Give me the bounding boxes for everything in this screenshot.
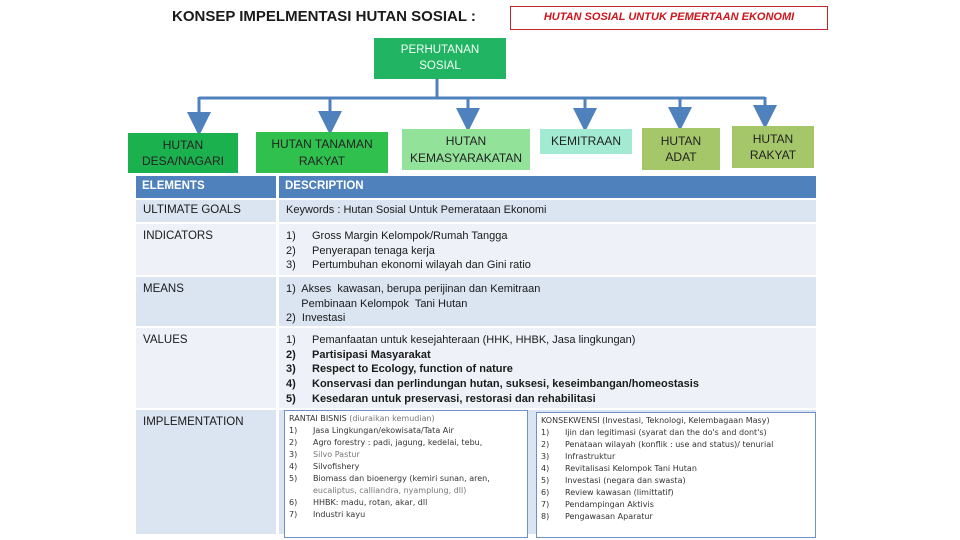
item-number: 3) bbox=[286, 363, 296, 376]
item-number: 1) bbox=[286, 230, 296, 242]
list-item bbox=[289, 449, 523, 461]
row-means bbox=[136, 277, 816, 326]
list-item bbox=[289, 437, 523, 449]
hutan-rakyat-node bbox=[732, 126, 814, 168]
subtitle: HUTAN SOSIAL UNTUK PEMERTAAN EKONOMI bbox=[543, 11, 795, 23]
list-item bbox=[286, 333, 809, 348]
item-text: HHBK: madu, rotan, akar, dll bbox=[313, 498, 428, 507]
node-label: KEMITRAAN bbox=[550, 134, 621, 149]
item-text: Gross Margin Kelompok/Rumah Tangga bbox=[312, 230, 508, 242]
list-item bbox=[289, 461, 523, 473]
item-number: 6) bbox=[289, 498, 298, 507]
item-text: Penyerapan tenaga kerja bbox=[312, 244, 435, 257]
item-text: Kesedaran untuk preservasi, restorasi dan rehabilitasi bbox=[312, 392, 596, 405]
row-text: Keywords : Hutan Sosial Untuk Pemerataan Ekonomi bbox=[279, 200, 816, 222]
item-text: Infrastruktur bbox=[565, 452, 616, 461]
list-item bbox=[541, 451, 811, 463]
means-line: 2) Investasi bbox=[286, 312, 346, 325]
node-label: HUTAN TANAMAN bbox=[271, 137, 373, 152]
item-text: Pengawasan Aparatur bbox=[565, 512, 653, 521]
item-text: Revitalisasi Kelompok Tani Hutan bbox=[565, 464, 697, 473]
item-number: 4) bbox=[286, 378, 296, 391]
list-item bbox=[289, 509, 523, 521]
item-number: 2) bbox=[286, 348, 296, 361]
row-label: MEANS bbox=[136, 277, 276, 326]
node-label: HUTAN bbox=[445, 134, 487, 149]
list-item bbox=[541, 427, 811, 439]
konsekwensi-box bbox=[536, 412, 816, 538]
item-text: Silvo Pastur bbox=[313, 450, 360, 459]
list-item bbox=[286, 244, 809, 259]
header-description: DESCRIPTION bbox=[279, 176, 816, 198]
node-label: RAKYAT bbox=[298, 153, 346, 168]
item-number: 8) bbox=[541, 512, 550, 521]
item-text: Konservasi dan perlindungan hutan, suksesi, keseimbangan/homeostasis bbox=[312, 378, 699, 391]
item-number: 6) bbox=[541, 488, 550, 497]
item-text: Pertumbuhan ekonomi wilayah dan Gini ratio bbox=[312, 259, 531, 272]
item-text: Biomass dan bioenergy (kemiri sunan, aren, bbox=[313, 474, 490, 483]
row-label: INDICATORS bbox=[136, 224, 276, 275]
row-description bbox=[279, 328, 816, 408]
item-number: 4) bbox=[541, 464, 550, 473]
item-number: 3) bbox=[289, 450, 298, 459]
item-text: Investasi (negara dan swasta) bbox=[565, 476, 686, 485]
item-number: 1) bbox=[541, 428, 550, 437]
kemitraan-node bbox=[540, 129, 632, 154]
means-line: 1) Akses kawasan, berupa perijinan dan Kemitraan bbox=[286, 283, 541, 295]
list-item bbox=[289, 473, 523, 485]
item-number: 1) bbox=[286, 334, 296, 346]
row-description bbox=[279, 277, 816, 326]
heading-text: RANTAI BISNIS bbox=[289, 414, 347, 423]
node-label: HUTAN bbox=[752, 131, 794, 146]
item-number: 5) bbox=[541, 476, 550, 485]
list-item bbox=[286, 392, 809, 407]
item-text: Pemanfaatan untuk kesejahteraan (HHK, HHBK, Jasa lingkungan) bbox=[312, 334, 636, 346]
list-item bbox=[286, 258, 809, 273]
item-number: 7) bbox=[541, 500, 550, 509]
item-text: Jasa Lingkungan/ekowisata/Tata Air bbox=[313, 426, 454, 435]
node-label: ADAT bbox=[665, 150, 697, 164]
row-label: ULTIMATE GOALS bbox=[136, 200, 276, 222]
item-number: 7) bbox=[289, 510, 298, 519]
hutan-adat-node bbox=[642, 128, 720, 170]
node-label: HUTAN bbox=[660, 133, 702, 148]
item-number: 2) bbox=[286, 244, 296, 257]
item-text: Ijin dan legitimasi (syarat dan the do's and dont's) bbox=[565, 428, 767, 437]
item-number: 5) bbox=[286, 392, 296, 405]
list-item bbox=[541, 439, 811, 451]
means-line: Pembinaan Kelompok Tani Hutan bbox=[286, 297, 468, 310]
item-number bbox=[289, 485, 313, 497]
list-item bbox=[286, 362, 809, 377]
list-item bbox=[289, 485, 523, 497]
page-title: KONSEP IMPELMENTASI HUTAN SOSIAL : bbox=[172, 8, 476, 25]
node-label: HUTAN bbox=[162, 137, 204, 152]
item-text: eucaliptus, calliandra, nyamplung, dll) bbox=[313, 486, 467, 495]
list-item bbox=[541, 499, 811, 511]
list-item bbox=[286, 348, 809, 363]
item-text: Review kawasan (limittatif) bbox=[565, 488, 674, 497]
list-item bbox=[541, 475, 811, 487]
list-item bbox=[286, 377, 809, 392]
row-ultimate-goals bbox=[136, 200, 816, 222]
list-item bbox=[541, 463, 811, 475]
item-number: 5) bbox=[289, 474, 298, 483]
node-label: RAKYAT bbox=[749, 148, 797, 162]
item-number: 3) bbox=[541, 452, 550, 461]
item-text: Penataan wilayah (konflik : use and status)/ tenurial bbox=[565, 440, 774, 449]
item-text: Agro forestry : padi, jagung, kedelai, tebu, bbox=[313, 438, 483, 447]
node-label: SOSIAL bbox=[419, 59, 461, 72]
rantai-bisnis-heading bbox=[289, 413, 523, 425]
list-item bbox=[541, 487, 811, 499]
hutan-desa-node bbox=[128, 133, 238, 173]
list-item bbox=[289, 497, 523, 509]
perhutanan-sosial-node bbox=[374, 38, 506, 79]
list-item bbox=[541, 511, 811, 523]
item-text: Silvofishery bbox=[313, 462, 360, 471]
item-number: 1) bbox=[289, 426, 298, 435]
item-number: 2) bbox=[289, 438, 298, 447]
konsekwensi-heading: KONSEKWENSI (Investasi, Teknologi, Kelembagaan Masy) bbox=[541, 416, 770, 425]
item-text: Pendampingan Aktivis bbox=[565, 500, 654, 509]
node-label: KEMASYARAKATAN bbox=[409, 150, 523, 165]
rantai-bisnis-box bbox=[284, 410, 528, 538]
item-text: Partisipasi Masyarakat bbox=[312, 348, 431, 361]
row-description bbox=[279, 224, 816, 275]
row-label: VALUES bbox=[136, 328, 276, 408]
item-text: Industri kayu bbox=[313, 510, 366, 519]
item-number: 3) bbox=[286, 259, 296, 272]
hutan-kemasyarakatan-node bbox=[402, 129, 530, 170]
heading-note: (diuraikan kemudian) bbox=[349, 414, 435, 423]
list-item bbox=[286, 229, 809, 244]
header-elements: ELEMENTS bbox=[136, 176, 276, 198]
item-number: 4) bbox=[289, 462, 298, 471]
item-text: Respect to Ecology, function of nature bbox=[312, 363, 513, 376]
node-label: DESA/NAGARI bbox=[141, 154, 225, 168]
hutan-tanaman-rakyat-node bbox=[256, 132, 388, 173]
row-label: IMPLEMENTATION bbox=[136, 410, 276, 534]
row-values bbox=[136, 328, 816, 408]
item-number: 2) bbox=[541, 440, 550, 449]
node-label: PERHUTANAN bbox=[400, 43, 480, 56]
list-item bbox=[289, 425, 523, 437]
row-indicators bbox=[136, 224, 816, 275]
